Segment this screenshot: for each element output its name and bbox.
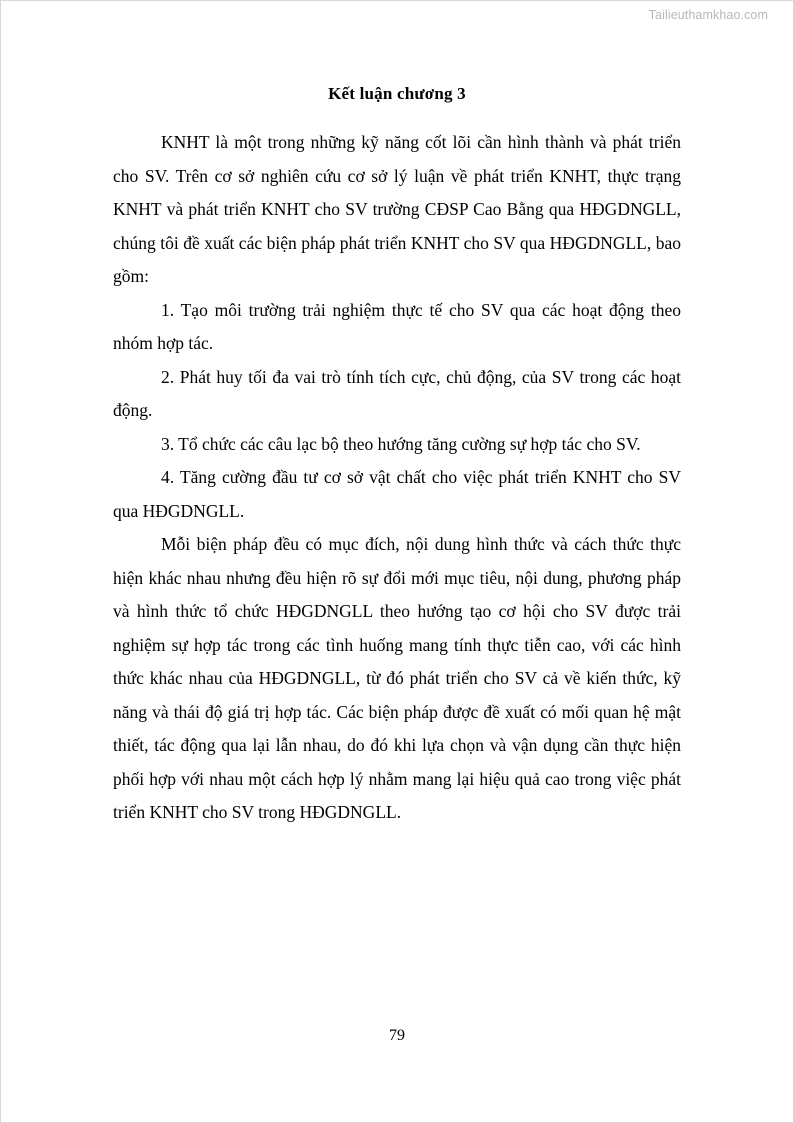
page-title: Kết luận chương 3 — [328, 84, 466, 103]
paragraph-measure-2: 2. Phát huy tối đa vai trò tính tích cực, chủ động, của SV trong các hoạt động. — [113, 366, 681, 420]
paragraph-measure-3: 3. Tổ chức các câu lạc bộ theo hướng tăng cường sự hợp tác cho SV. — [161, 433, 641, 454]
paragraph-measure-4: 4. Tăng cường đầu tư cơ sở vật chất cho việc phát triển KNHT cho SV qua HĐGDNGLL. — [113, 467, 681, 521]
page-border-top — [0, 0, 794, 1]
page-number: 79 — [389, 1027, 405, 1044]
site-watermark: Tailieuthamkhao.com — [648, 8, 768, 22]
page-border-left — [0, 0, 1, 1123]
paragraph-measure-1: 1. Tạo môi trường trải nghiệm thực tế cho SV qua các hoạt động theo nhóm hợp tác. — [113, 299, 681, 353]
document-body — [113, 84, 681, 830]
paragraph-summary: Mỗi biện pháp đều có mục đích, nội dung hình thức và cách thức thực hiện khác nhau nhưng đều hiện rõ sự đổi mới mục tiêu, nội dung, phương pháp và hình thức tổ chức HĐGDNGLL theo hướng tạo cơ hội cho SV được trải nghiệm sự hợp tác trong các tình huống mang tính thực tiễn cao, với các hình thức khác nhau của HĐGDNGLL, từ đó phát triển cho SV cả về kiến thức, kỹ năng và thái độ giá trị hợp tác. Các biện pháp được đề xuất có mối quan hệ mật thiết, tác động qua lại lẫn nhau, do đó khi lựa chọn và vận dụng cần thực hiện phối hợp với nhau một cách hợp lý nhằm mang lại hiệu quả cao trong việc phát triển KNHT cho SV trong HĐGDNGLL. — [113, 534, 681, 822]
paragraph-intro: KNHT là một trong những kỹ năng cốt lõi cần hình thành và phát triển cho SV. Trên cơ sở nghiên cứu cơ sở lý luận về phát triển KNHT, thực trạng KNHT và phát triển KNHT cho SV trường CĐSP Cao Bằng qua HĐGDNGLL, chúng tôi đề xuất các biện pháp phát triển KNHT cho SV qua HĐGDNGLL, bao gồm: — [113, 132, 681, 286]
